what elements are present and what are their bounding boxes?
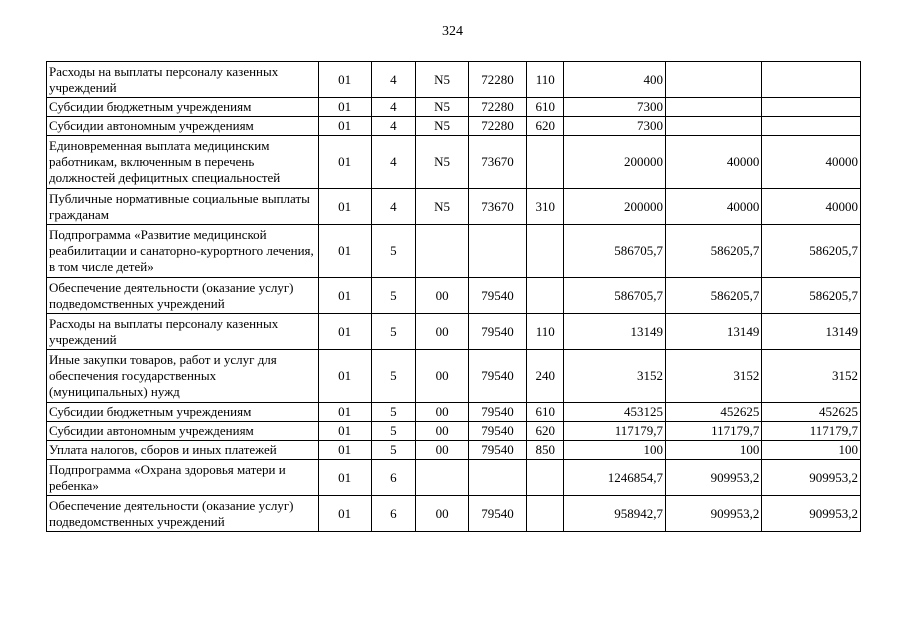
subprogram-code-cell: 4	[371, 62, 416, 98]
amount-year-1-cell: 1246854,7	[564, 460, 666, 496]
amount-year-3-cell: 40000	[762, 189, 861, 225]
table-row	[47, 441, 861, 460]
amount-year-2-cell: 586205,7	[666, 278, 762, 314]
amount-year-3-cell: 117179,7	[762, 422, 861, 441]
project-code-cell: 00	[416, 278, 469, 314]
amount-year-3-cell: 909953,2	[762, 496, 861, 532]
amount-year-1-cell: 200000	[564, 189, 666, 225]
program-code-cell: 01	[318, 460, 371, 496]
amount-year-2-cell	[666, 98, 762, 117]
program-code-cell: 01	[318, 98, 371, 117]
direction-code-cell: 79540	[469, 278, 527, 314]
amount-year-1-cell: 7300	[564, 98, 666, 117]
amount-year-1-cell: 100	[564, 441, 666, 460]
amount-year-3-cell: 586205,7	[762, 225, 861, 278]
amount-year-1-cell: 586705,7	[564, 278, 666, 314]
project-code-cell: N5	[416, 98, 469, 117]
amount-year-2-cell: 909953,2	[666, 460, 762, 496]
subprogram-code-cell: 4	[371, 189, 416, 225]
row-name-cell: Расходы на выплаты персоналу казенных учреждений	[47, 62, 319, 98]
project-code-cell: 00	[416, 314, 469, 350]
subprogram-code-cell: 5	[371, 350, 416, 403]
subprogram-code-cell: 6	[371, 496, 416, 532]
table-row	[47, 422, 861, 441]
project-code-cell: N5	[416, 136, 469, 189]
amount-year-2-cell: 13149	[666, 314, 762, 350]
subprogram-code-cell: 6	[371, 460, 416, 496]
project-code-cell: 00	[416, 350, 469, 403]
direction-code-cell	[469, 460, 527, 496]
subprogram-code-cell: 4	[371, 136, 416, 189]
amount-year-3-cell	[762, 98, 861, 117]
subprogram-code-cell: 5	[371, 441, 416, 460]
project-code-cell: N5	[416, 117, 469, 136]
direction-code-cell: 72280	[469, 98, 527, 117]
program-code-cell: 01	[318, 278, 371, 314]
table-row	[47, 403, 861, 422]
amount-year-1-cell: 13149	[564, 314, 666, 350]
table-row	[47, 225, 861, 278]
program-code-cell: 01	[318, 350, 371, 403]
table-row	[47, 350, 861, 403]
expense-type-cell: 240	[527, 350, 564, 403]
amount-year-2-cell: 117179,7	[666, 422, 762, 441]
program-code-cell: 01	[318, 496, 371, 532]
project-code-cell	[416, 225, 469, 278]
row-name-cell: Расходы на выплаты персоналу казенных учреждений	[47, 314, 319, 350]
row-name-cell: Субсидии автономным учреждениям	[47, 117, 319, 136]
direction-code-cell: 79540	[469, 403, 527, 422]
expense-type-cell	[527, 460, 564, 496]
row-name-cell: Субсидии бюджетным учреждениям	[47, 98, 319, 117]
budget-table	[46, 61, 861, 532]
expense-type-cell	[527, 225, 564, 278]
program-code-cell: 01	[318, 422, 371, 441]
amount-year-2-cell: 100	[666, 441, 762, 460]
expense-type-cell: 310	[527, 189, 564, 225]
amount-year-3-cell: 452625	[762, 403, 861, 422]
budget-table-body	[47, 62, 861, 532]
table-row	[47, 189, 861, 225]
direction-code-cell: 73670	[469, 136, 527, 189]
amount-year-2-cell: 40000	[666, 136, 762, 189]
amount-year-2-cell: 909953,2	[666, 496, 762, 532]
amount-year-3-cell: 40000	[762, 136, 861, 189]
expense-type-cell: 620	[527, 422, 564, 441]
expense-type-cell: 850	[527, 441, 564, 460]
direction-code-cell: 79540	[469, 441, 527, 460]
amount-year-1-cell: 586705,7	[564, 225, 666, 278]
amount-year-2-cell	[666, 62, 762, 98]
row-name-cell: Обеспечение деятельности (оказание услуг) подведомственных учреждений	[47, 496, 319, 532]
table-row	[47, 136, 861, 189]
amount-year-3-cell: 13149	[762, 314, 861, 350]
amount-year-3-cell: 3152	[762, 350, 861, 403]
direction-code-cell: 79540	[469, 496, 527, 532]
page-number: 324	[442, 24, 463, 39]
project-code-cell: 00	[416, 422, 469, 441]
direction-code-cell: 79540	[469, 314, 527, 350]
amount-year-1-cell: 3152	[564, 350, 666, 403]
project-code-cell: 00	[416, 496, 469, 532]
row-name-cell: Субсидии бюджетным учреждениям	[47, 403, 319, 422]
table-row	[47, 460, 861, 496]
amount-year-3-cell: 100	[762, 441, 861, 460]
table-row	[47, 496, 861, 532]
project-code-cell: 00	[416, 403, 469, 422]
direction-code-cell: 72280	[469, 62, 527, 98]
subprogram-code-cell: 5	[371, 225, 416, 278]
table-row	[47, 62, 861, 98]
expense-type-cell: 620	[527, 117, 564, 136]
amount-year-1-cell: 453125	[564, 403, 666, 422]
amount-year-1-cell: 200000	[564, 136, 666, 189]
amount-year-3-cell: 909953,2	[762, 460, 861, 496]
amount-year-2-cell: 452625	[666, 403, 762, 422]
amount-year-3-cell	[762, 62, 861, 98]
direction-code-cell: 79540	[469, 422, 527, 441]
amount-year-3-cell: 586205,7	[762, 278, 861, 314]
direction-code-cell: 79540	[469, 350, 527, 403]
amount-year-1-cell: 400	[564, 62, 666, 98]
direction-code-cell: 72280	[469, 117, 527, 136]
amount-year-2-cell	[666, 117, 762, 136]
subprogram-code-cell: 5	[371, 314, 416, 350]
row-name-cell: Единовременная выплата медицинским работникам, включенным в перечень должностей дефицитных специальностей	[47, 136, 319, 189]
amount-year-1-cell: 7300	[564, 117, 666, 136]
amount-year-1-cell: 117179,7	[564, 422, 666, 441]
table-row	[47, 278, 861, 314]
expense-type-cell: 110	[527, 62, 564, 98]
subprogram-code-cell: 4	[371, 117, 416, 136]
subprogram-code-cell: 5	[371, 422, 416, 441]
row-name-cell: Публичные нормативные социальные выплаты гражданам	[47, 189, 319, 225]
program-code-cell: 01	[318, 189, 371, 225]
program-code-cell: 01	[318, 117, 371, 136]
program-code-cell: 01	[318, 314, 371, 350]
table-row	[47, 117, 861, 136]
project-code-cell: N5	[416, 189, 469, 225]
table-row	[47, 98, 861, 117]
expense-type-cell	[527, 496, 564, 532]
row-name-cell: Иные закупки товаров, работ и услуг для обеспечения государственных (муниципальных) нужд	[47, 350, 319, 403]
row-name-cell: Подпрограмма «Охрана здоровья матери и ребенка»	[47, 460, 319, 496]
row-name-cell: Субсидии автономным учреждениям	[47, 422, 319, 441]
program-code-cell: 01	[318, 403, 371, 422]
row-name-cell: Уплата налогов, сборов и иных платежей	[47, 441, 319, 460]
row-name-cell: Подпрограмма «Развитие медицинской реабилитации и санаторно-курортного лечения, в том числе детей»	[47, 225, 319, 278]
expense-type-cell	[527, 278, 564, 314]
expense-type-cell	[527, 136, 564, 189]
project-code-cell: N5	[416, 62, 469, 98]
program-code-cell: 01	[318, 441, 371, 460]
program-code-cell: 01	[318, 136, 371, 189]
table-row	[47, 314, 861, 350]
expense-type-cell: 610	[527, 98, 564, 117]
amount-year-3-cell	[762, 117, 861, 136]
amount-year-2-cell: 3152	[666, 350, 762, 403]
program-code-cell: 01	[318, 62, 371, 98]
program-code-cell: 01	[318, 225, 371, 278]
amount-year-2-cell: 40000	[666, 189, 762, 225]
expense-type-cell: 610	[527, 403, 564, 422]
direction-code-cell: 73670	[469, 189, 527, 225]
direction-code-cell	[469, 225, 527, 278]
project-code-cell	[416, 460, 469, 496]
amount-year-1-cell: 958942,7	[564, 496, 666, 532]
expense-type-cell: 110	[527, 314, 564, 350]
row-name-cell: Обеспечение деятельности (оказание услуг) подведомственных учреждений	[47, 278, 319, 314]
project-code-cell: 00	[416, 441, 469, 460]
amount-year-2-cell: 586205,7	[666, 225, 762, 278]
subprogram-code-cell: 5	[371, 403, 416, 422]
subprogram-code-cell: 4	[371, 98, 416, 117]
subprogram-code-cell: 5	[371, 278, 416, 314]
